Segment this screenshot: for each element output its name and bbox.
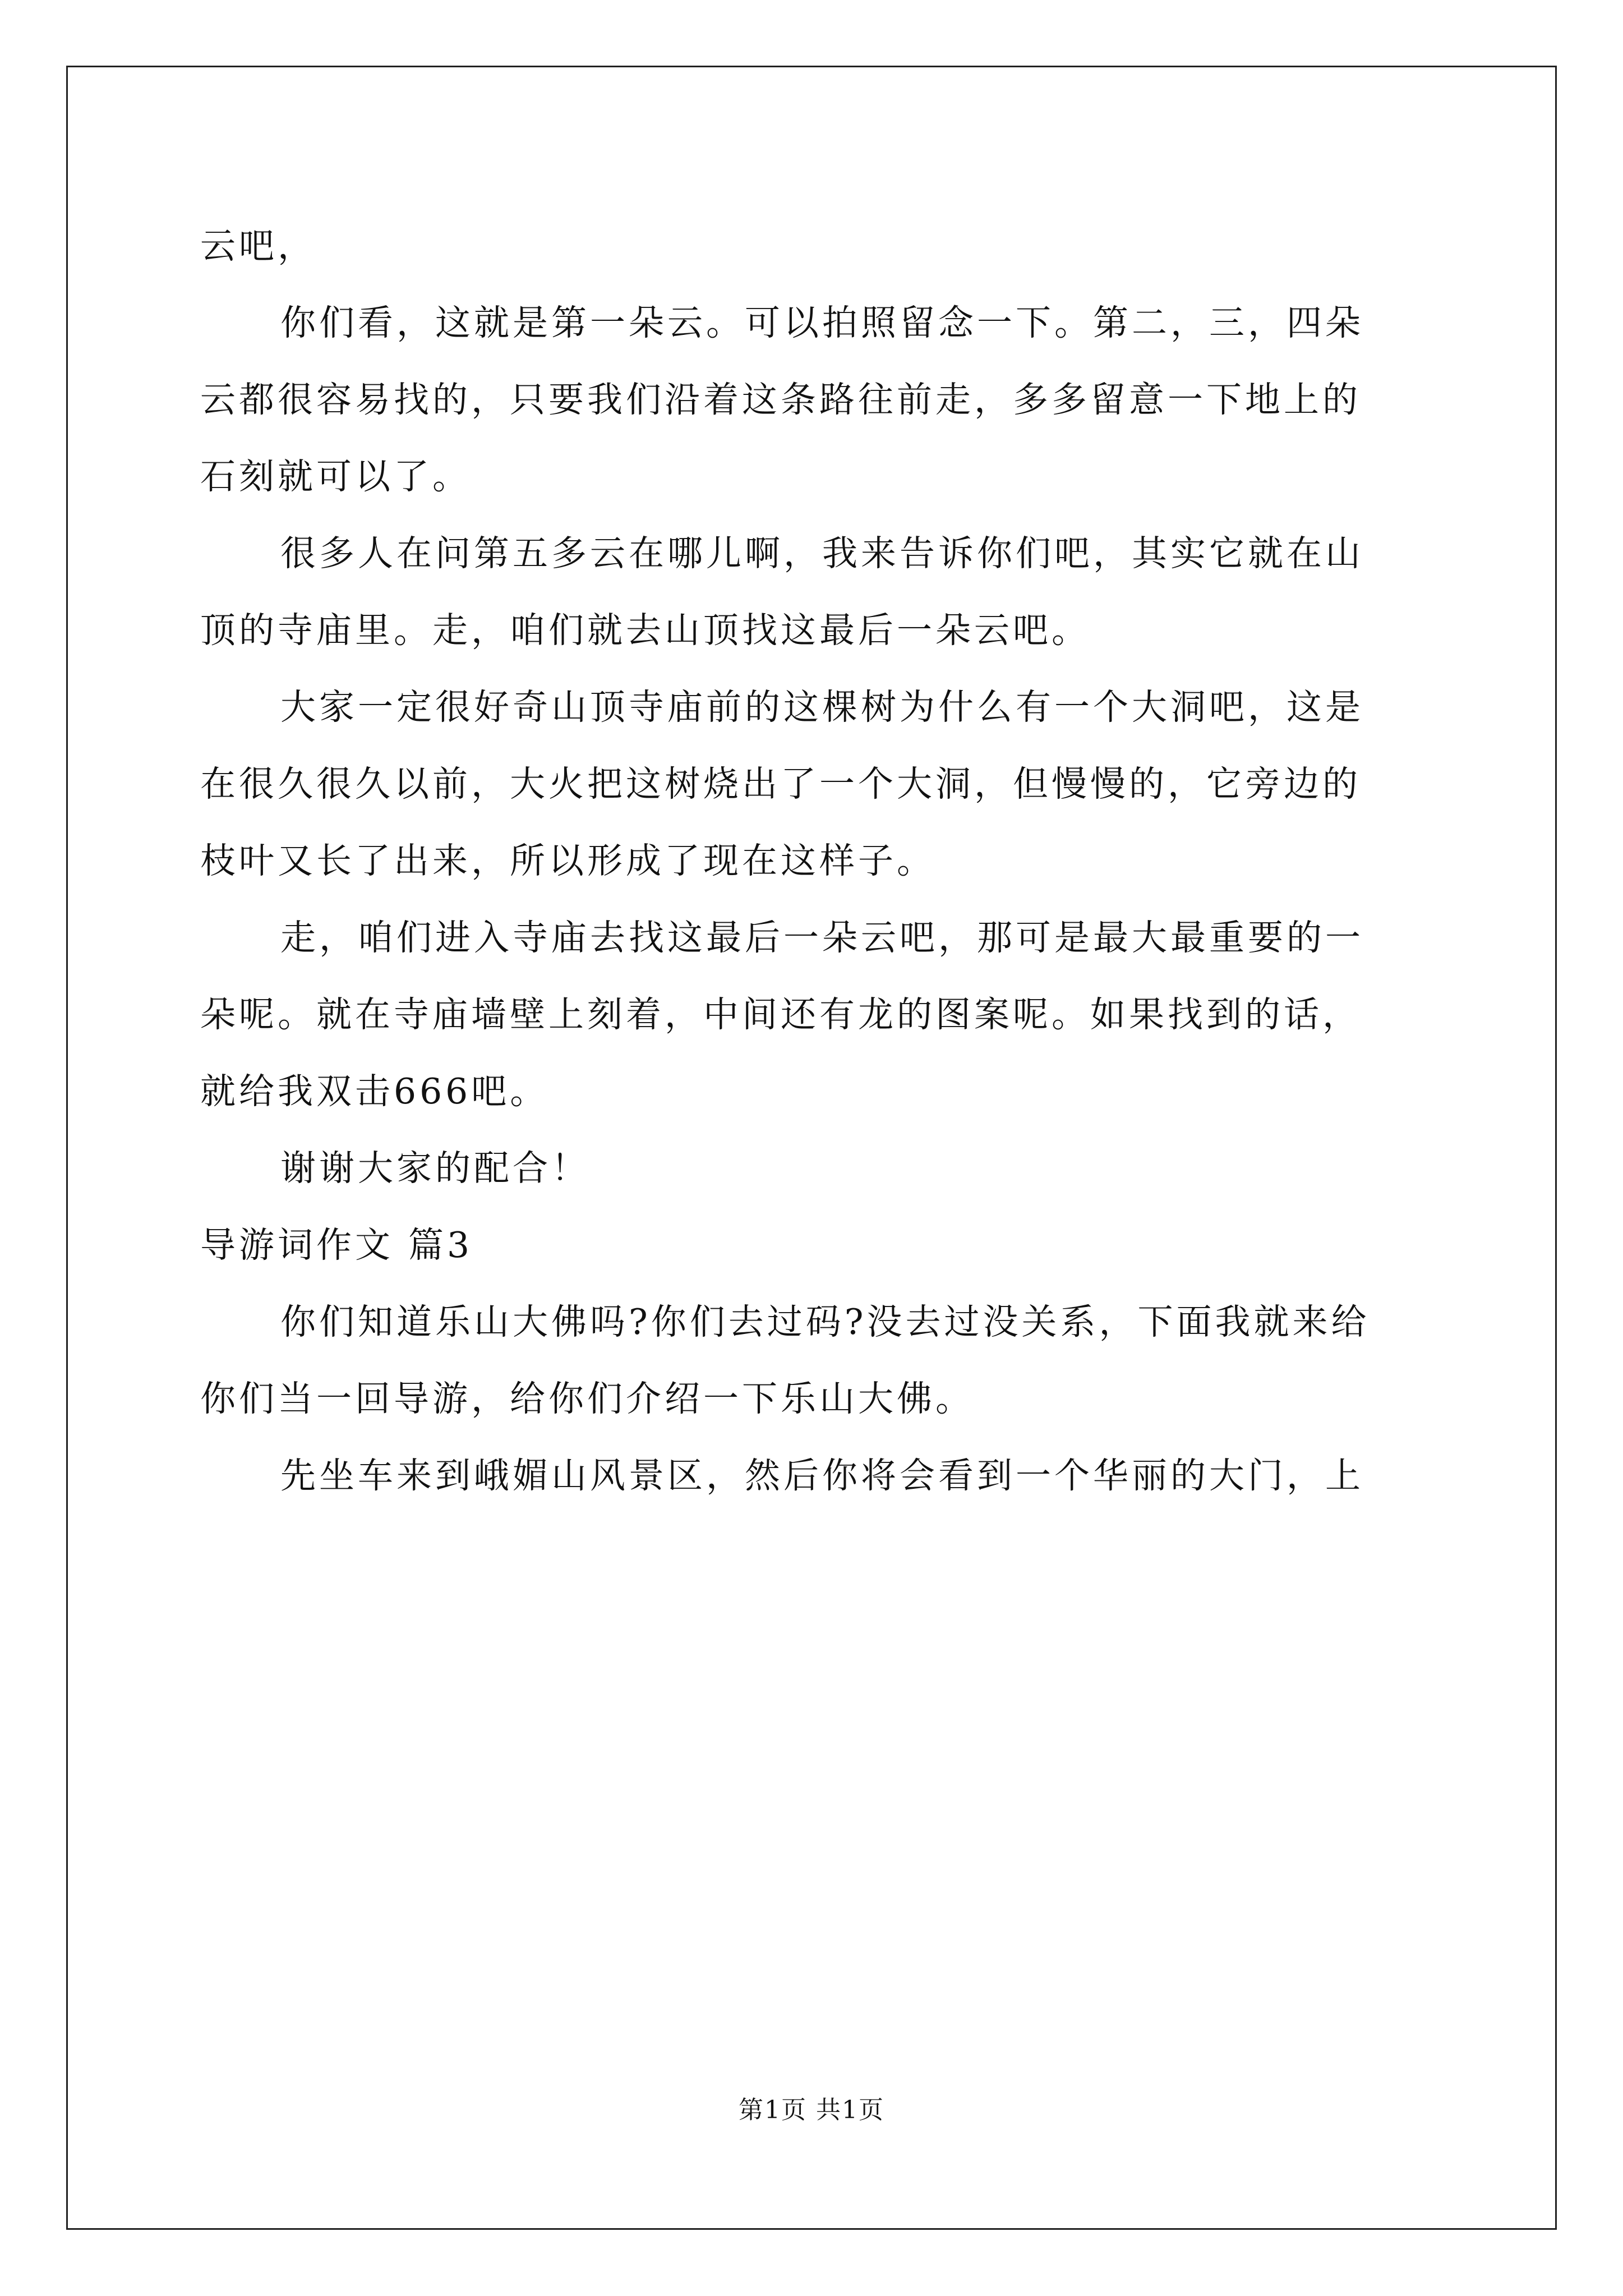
text-line-1: 云吧， [200,226,316,266]
text-line-4: 石刻就可以了。 [200,456,471,497]
text-line-8: 在很久很久以前，大火把这树烧出了一个大洞，但慢慢的，它旁边的 [200,763,1361,804]
text-line-17: 先坐车来到峨媚山风景区，然后你将会看到一个华丽的大门，上 [280,1455,1364,1496]
text-line-11: 朵呢。就在寺庙墙壁上刻着，中间还有龙的图案呢。如果找到的话， [200,994,1361,1035]
text-line-9: 枝叶又长了出来，所以形成了现在这样子。 [200,840,935,881]
text-line-3: 云都很容易找的，只要我们沿着这条路往前走，多多留意一下地上的 [200,379,1361,420]
text-line-16: 你们当一回导游，给你们介绍一下乐山大佛。 [200,1378,974,1419]
document-body [200,208,1434,1514]
text-line-13: 谢谢大家的配合！ [280,1148,590,1189]
text-line-15: 你们知道乐山大佛吗?你们去过码?没去过没关系，下面我就来给 [280,1301,1370,1342]
section-heading: 导游词作文 篇3 [200,1225,473,1266]
page-footer: 第1页 共1页 [739,2096,884,2124]
text-line-6: 顶的寺庙里。走，咱们就去山顶找这最后一朵云吧。 [200,610,1090,651]
text-line-12: 就给我双击666吧。 [200,1071,549,1112]
text-line-10: 走，咱们进入寺庙去找这最后一朵云吧，那可是最大最重要的一 [280,917,1364,958]
text-line-5: 很多人在问第五多云在哪儿啊，我来告诉你们吧，其实它就在山 [280,533,1364,574]
text-line-7: 大家一定很好奇山顶寺庙前的这棵树为什么有一个大洞吧，这是 [280,687,1364,728]
text-line-2: 你们看，这就是第一朵云。可以拍照留念一下。第二，三，四朵 [280,302,1364,343]
